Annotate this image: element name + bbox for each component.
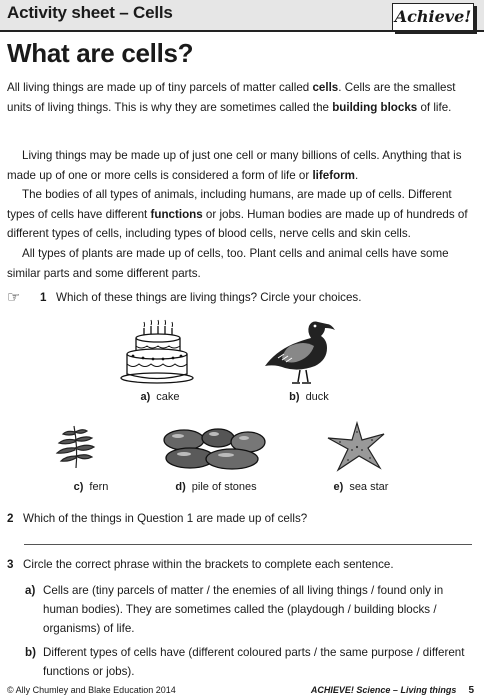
answer-line[interactable] [24,544,472,545]
option-letter: d) [175,481,186,493]
sea-star-icon[interactable] [322,420,392,474]
text-run: of life. [417,100,452,114]
stones-icon[interactable] [160,426,270,470]
key-term: lifeform [312,168,355,182]
question-text: Which of the things in Question 1 are made up of cells? [23,512,308,525]
part-text: Different types of cells have (different coloured parts / the same purpose / different functions or jobs). [43,646,465,678]
text-run: Living things may be made up of just one cell or many billions of cells. Anything that is made up of one or more cells is considered a form of life or [7,149,462,182]
question-3b [25,643,475,681]
intro-paragraph [7,244,471,283]
part-letter: b) [25,646,36,659]
option-letter: e) [333,481,344,493]
key-term: functions [150,207,203,221]
option-cake-caption [130,391,190,403]
question-text: Circle the correct phrase within the brackets to complete each sentence. [23,558,394,571]
option-letter: c) [73,481,84,493]
option-label: sea star [349,481,389,493]
option-letter: a) [140,391,151,403]
text-run: All living things are made up of tiny parcels of matter called [7,81,313,94]
option-sea-star-caption [330,481,392,493]
footer-series [311,681,474,700]
part-letter: a) [25,584,36,597]
text-run: All types of plants are made up of cells, too. Plant cells and animal cells have some similar parts and some different parts. [7,247,449,280]
question-text: Which of these things are living things? Circle your choices. [56,291,362,304]
text-run: . [354,168,359,182]
text-run: or jobs. Human bodies are made up of hundreds of different types of cells, including types of blood cells, nerve cells and skin cells. [7,207,468,240]
option-label: pile of stones [191,481,257,493]
text-run: . Cells are the smallest units of living things. This is why they are sometimes called the [7,81,456,114]
option-letter: b) [289,391,300,403]
question-1 [40,288,470,308]
option-stones-caption [171,481,261,493]
text-run: The bodies of all types of animals, including humans, are made up of cells. Different types of cells have different [7,188,452,221]
intro-paragraph [7,146,471,185]
question-number: 3 [7,558,14,571]
copyright: © Ally Chumley and Blake Education 2014 [7,685,176,695]
key-term: cells [312,81,339,94]
page-number: 5 [468,685,474,696]
pointing-hand-icon: ☞ [7,289,21,306]
key-term: building blocks [332,100,418,114]
fern-icon[interactable] [54,422,100,470]
question-number: 2 [7,512,14,525]
option-fern-caption [66,481,116,493]
question-number: 1 [40,291,47,304]
option-duck-caption [281,391,337,403]
intro-paragraph [7,185,471,244]
page-title: What are cells? [7,38,194,68]
option-label: cake [156,391,180,403]
question-2 [7,509,467,529]
footer [0,681,484,700]
achieve-logo: Achieve! [392,3,474,31]
option-label: fern [89,481,109,493]
intro-paragraph [7,78,471,117]
series-title: ACHIEVE! Science – Living things [310,685,457,695]
option-label: duck [305,391,329,403]
part-text: Cells are (tiny parcels of matter / the enemies of all living things / found only in human bodies). They are sometimes called the (playdough / building blocks / organisms) of life. [43,584,444,635]
question-3 [7,555,467,575]
duck-icon[interactable] [260,312,340,388]
question-3a [25,581,475,638]
header-band [0,0,484,32]
sheet-title: Activity sheet – Cells [7,3,173,22]
cake-icon[interactable] [118,314,196,386]
